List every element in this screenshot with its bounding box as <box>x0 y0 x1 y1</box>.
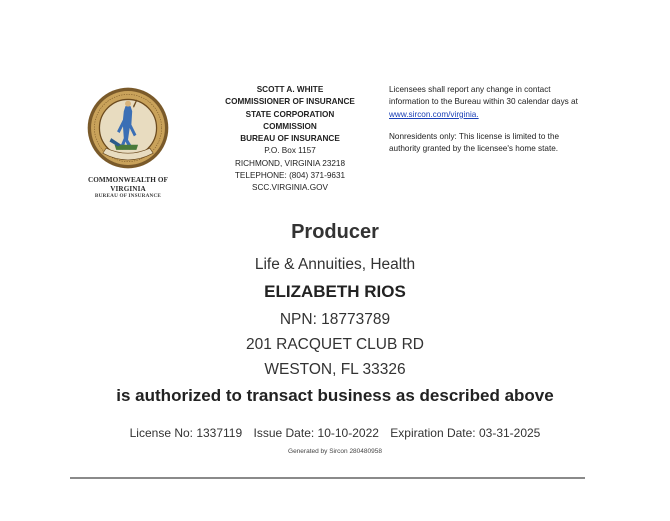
corporation-name: STATE CORPORATION <box>245 109 335 119</box>
license-details-row <box>0 426 670 440</box>
commission-label: COMMISSION <box>263 121 317 131</box>
licensee-name: ELIZABETH RIOS <box>264 282 406 301</box>
report-notice-line2: information to the Bureau within 30 calendar days at <box>389 97 578 107</box>
license-number: License No: 1337119 <box>129 426 243 440</box>
expiration-date: Expiration Date: 03-31-2025 <box>390 426 541 440</box>
website: SCC.VIRGINIA.GOV <box>252 183 328 193</box>
seal-name-line2: VIRGINIA <box>110 184 146 193</box>
authorization-statement: is authorized to transact business as described above <box>116 386 554 405</box>
address-line2: WESTON, FL 33326 <box>264 361 406 378</box>
seal-bureau-name: BUREAU OF INSURANCE <box>94 193 162 200</box>
telephone: TELEPHONE: (804) 371-9631 <box>234 171 346 181</box>
po-box: P.O. Box 1157 <box>264 146 316 156</box>
commissioner-name: SCOTT A. WHITE <box>256 85 324 94</box>
address-line1: 201 RACQUET CLUB RD <box>245 336 424 353</box>
notice-block <box>389 84 629 155</box>
bureau-name: BUREAU OF INSURANCE <box>240 134 340 144</box>
virginia-seal-icon <box>86 86 170 170</box>
npn-number: NPN: 18773789 <box>279 311 391 328</box>
commonwealth-name <box>78 176 178 193</box>
sircon-link[interactable]: www.sircon.com/virginia. <box>389 109 479 119</box>
lines-of-authority: Life & Annuities, Health <box>254 256 416 273</box>
commissioner-block <box>212 84 368 195</box>
generated-by: Generated by Sircon 280480958 <box>288 448 382 455</box>
report-notice-line1: Licensees shall report any change in contact <box>389 85 551 94</box>
city-state-zip: RICHMOND, VIRGINIA 23218 <box>234 158 346 168</box>
license-type: Producer <box>291 221 379 243</box>
nonresident-notice-line2: authority granted by the licensee's home state. <box>389 144 559 154</box>
seal-name-line1: COMMONWEALTH OF <box>87 176 169 184</box>
issue-date: Issue Date: 10-10-2022 <box>253 426 379 440</box>
virginia-seal-block <box>78 86 178 199</box>
nonresident-notice-line1: Nonresidents only: This license is limited to the <box>389 131 560 141</box>
bottom-divider <box>70 477 585 479</box>
commissioner-title: COMMISSIONER OF INSURANCE <box>225 97 355 107</box>
